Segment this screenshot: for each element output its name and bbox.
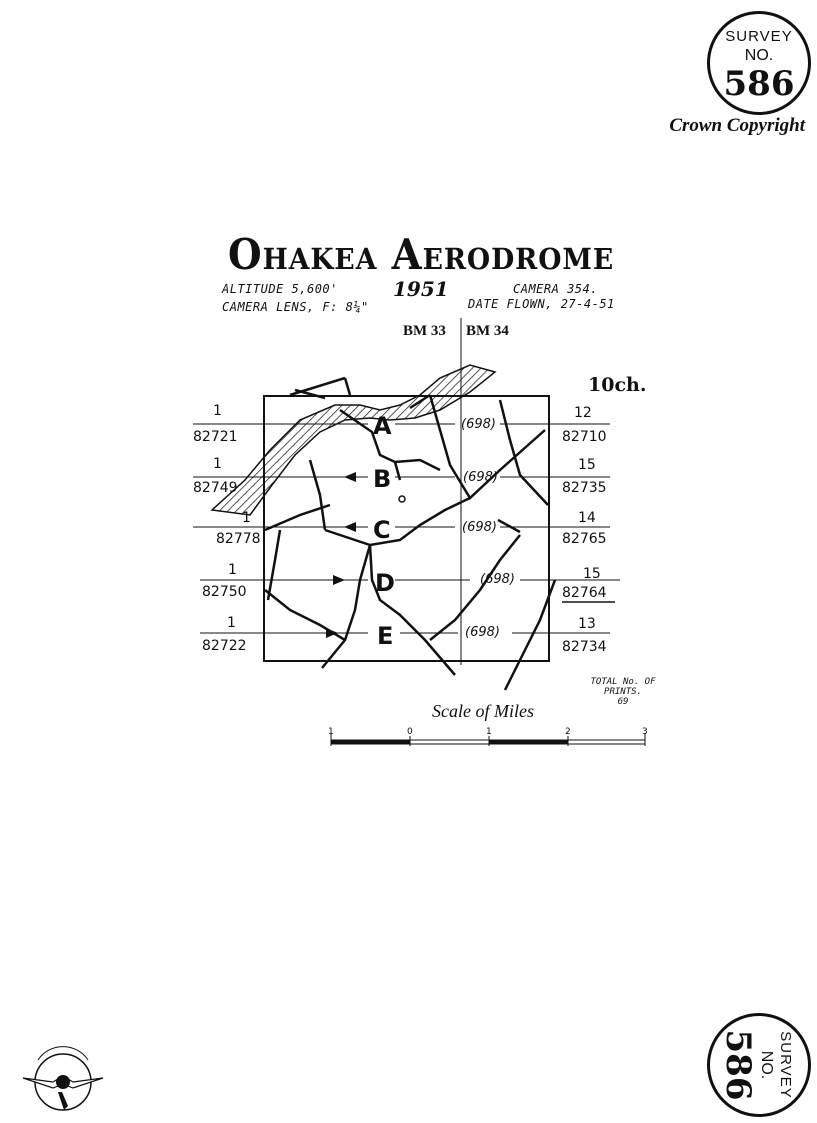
strip-b-left-print: 82749 <box>193 480 238 496</box>
bm-34-label: BM 34 <box>466 323 509 339</box>
strip-c-right-count: 14 <box>578 510 596 526</box>
strip-c-left-count: 1 <box>242 510 251 526</box>
date-flown-text: DATE FLOWN, 27-4-51 <box>468 297 615 311</box>
strip-a-sheet: (698) <box>461 417 496 432</box>
map-year: 1951 <box>393 277 449 301</box>
strip-a-right-count: 12 <box>574 405 592 421</box>
survey-stamp-bottom <box>707 1013 811 1117</box>
strip-e-right-count: 13 <box>578 616 596 632</box>
strip-arrows <box>326 472 356 638</box>
scale-unit-label: 10ch. <box>588 374 647 396</box>
scale-tick-0: 0 <box>407 727 413 737</box>
strip-e-left-count: 1 <box>227 615 236 631</box>
total-prints <box>588 677 658 707</box>
map-title: Ohakea Aerodrome <box>228 230 615 279</box>
stamp-no-label: NO. <box>758 1050 775 1080</box>
strip-lines <box>193 424 620 633</box>
strip-a-letter: A <box>373 412 392 440</box>
strip-a-left-count: 1 <box>213 403 222 419</box>
strip-a-left-print: 82721 <box>193 429 238 445</box>
stamp-survey-number: 586 <box>723 64 795 104</box>
scale-tick-2: 2 <box>565 727 571 737</box>
strip-b-sheet: (698) <box>463 470 498 485</box>
stamp-no-label: NO. <box>744 47 774 64</box>
strip-b-right-print: 82735 <box>562 480 607 496</box>
total-prints-value: 69 <box>617 697 629 707</box>
strip-e-right-print: 82734 <box>562 639 607 655</box>
lens-text: CAMERA LENS, F: 8¼" <box>222 300 369 314</box>
map-point-marker <box>399 496 405 502</box>
total-prints-label-2: PRINTS. <box>604 687 642 697</box>
nz-aerial-mapping-logo <box>18 1040 108 1115</box>
bm-33-label: BM 33 <box>403 323 446 339</box>
strip-d-sheet: (698) <box>480 572 515 587</box>
strip-d-left-count: 1 <box>228 562 237 578</box>
strip-e-sheet: (698) <box>465 625 500 640</box>
strip-b-letter: B <box>373 465 392 493</box>
scale-tick-1-left: 1 <box>328 727 334 737</box>
strip-d-letter: D <box>375 569 395 597</box>
strip-d-right-count: 15 <box>583 566 601 582</box>
crown-copyright: Crown Copyright <box>669 115 805 136</box>
stamp-survey-label: SURVEY <box>725 28 793 45</box>
scale-tick-1: 1 <box>486 727 492 737</box>
strip-b-right-count: 15 <box>578 457 596 473</box>
strip-e-left-print: 82722 <box>202 638 247 654</box>
strip-c-sheet: (698) <box>462 520 497 535</box>
strip-a-right-print: 82710 <box>562 429 607 445</box>
altitude-text: ALTITUDE 5,600' <box>222 282 338 296</box>
river-hatched <box>212 365 495 515</box>
strip-c-letter: C <box>373 516 391 544</box>
strip-c-right-print: 82765 <box>562 531 607 547</box>
strip-d-right-print: 82764 <box>562 585 607 601</box>
strip-d-left-print: 82750 <box>202 584 247 600</box>
stamp-survey-label: SURVEY <box>777 1031 794 1099</box>
strip-b-left-count: 1 <box>213 456 222 472</box>
total-prints-label-1: TOTAL No. OF <box>590 677 656 687</box>
scale-title: Scale of Miles <box>432 701 534 721</box>
camera-text: CAMERA 354. <box>513 282 598 296</box>
strip-c-left-print: 82778 <box>216 531 261 547</box>
scale-tick-3: 3 <box>642 727 648 737</box>
stamp-survey-number: 586 <box>718 1029 758 1101</box>
strip-e-letter: E <box>377 622 394 650</box>
